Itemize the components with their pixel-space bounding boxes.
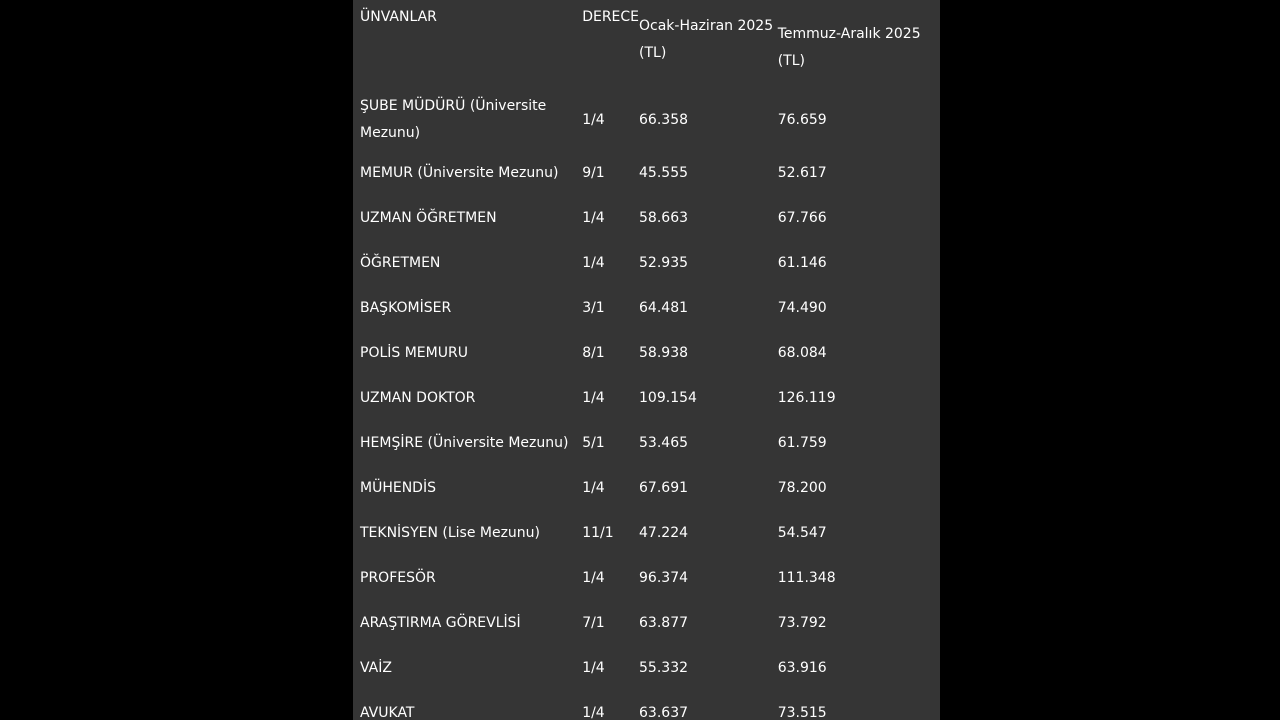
cell-first-half: 58.938 xyxy=(639,345,689,361)
cell-first-half: 52.935 xyxy=(639,255,689,271)
cell-grade: 1/4 xyxy=(582,111,605,128)
cell-second-half: 73.792 xyxy=(777,615,827,631)
cell-first-half: 66.358 xyxy=(639,111,689,128)
cell-first-half: 53.465 xyxy=(639,435,689,451)
cell-title: ÖĞRETMEN xyxy=(360,255,441,271)
cell-second-half: 61.759 xyxy=(777,435,827,451)
header-titles: ÜNVANLAR xyxy=(360,9,437,25)
cell-title: PROFESÖR xyxy=(360,570,436,586)
cell-first-half: 109.154 xyxy=(639,390,697,406)
cell-grade: 1/4 xyxy=(582,210,605,226)
cell-title: POLİS MEMURU xyxy=(360,345,468,361)
cell-first-half: 55.332 xyxy=(639,660,689,676)
cell-second-half: 73.515 xyxy=(777,705,827,720)
cell-first-half: 96.374 xyxy=(639,570,689,586)
table-row xyxy=(360,511,940,556)
table-row xyxy=(360,376,940,421)
cell-second-half: 76.659 xyxy=(777,111,827,128)
cell-title: UZMAN DOKTOR xyxy=(360,390,476,406)
table-row xyxy=(360,556,940,601)
cell-title: TEKNİSYEN (Lise Mezunu) xyxy=(360,525,541,541)
cell-title: MÜHENDİS xyxy=(360,480,436,496)
cell-grade: 1/4 xyxy=(582,570,605,586)
table-row xyxy=(360,646,940,691)
cell-second-half: 68.084 xyxy=(777,345,827,361)
table-row xyxy=(360,691,940,720)
table-row xyxy=(360,196,940,241)
cell-first-half: 64.481 xyxy=(639,300,689,316)
cell-second-half: 74.490 xyxy=(777,300,827,316)
cell-grade: 8/1 xyxy=(582,345,605,361)
cell-title: AVUKAT xyxy=(360,705,415,720)
cell-second-half: 52.617 xyxy=(777,165,827,181)
cell-second-half: 67.766 xyxy=(777,210,827,226)
table-header-row xyxy=(360,0,940,89)
table-row xyxy=(360,601,940,646)
table-row xyxy=(360,421,940,466)
cell-title: UZMAN ÖĞRETMEN xyxy=(360,210,497,226)
content-panel xyxy=(353,0,940,720)
cell-grade: 1/4 xyxy=(582,390,605,406)
cell-grade: 1/4 xyxy=(582,705,605,720)
table-row xyxy=(360,286,940,331)
table-row xyxy=(360,241,940,286)
cell-grade: 1/4 xyxy=(582,660,605,676)
cell-title: MEMUR (Üniversite Mezunu) xyxy=(360,165,559,181)
cell-grade: 11/1 xyxy=(582,525,614,541)
cell-title: ŞUBE MÜDÜRÜ (Üniversite Mezunu) xyxy=(360,98,547,141)
cell-second-half: 126.119 xyxy=(777,390,836,406)
cell-first-half: 63.877 xyxy=(639,615,689,631)
cell-grade: 9/1 xyxy=(582,165,605,181)
cell-first-half: 63.637 xyxy=(639,705,689,720)
table-row xyxy=(360,89,940,151)
cell-grade: 1/4 xyxy=(582,480,605,496)
cell-second-half: 61.146 xyxy=(777,255,827,271)
cell-second-half: 111.348 xyxy=(777,570,836,586)
cell-first-half: 67.691 xyxy=(639,480,689,496)
cell-first-half: 58.663 xyxy=(639,210,689,226)
cell-grade: 5/1 xyxy=(582,435,605,451)
salary-table xyxy=(360,0,940,720)
cell-second-half: 63.916 xyxy=(777,660,827,676)
cell-second-half: 78.200 xyxy=(777,480,827,496)
cell-grade: 3/1 xyxy=(582,300,605,316)
cell-first-half: 45.555 xyxy=(639,165,689,181)
header-first-half: Ocak-Haziran 2025 (TL) xyxy=(639,18,774,61)
header-second-half: Temmuz-Aralık 2025 (TL) xyxy=(777,26,921,69)
cell-grade: 1/4 xyxy=(582,255,605,271)
cell-grade: 7/1 xyxy=(582,615,605,631)
cell-title: ARAŞTIRMA GÖREVLİSİ xyxy=(360,615,521,631)
table-row xyxy=(360,331,940,376)
header-grade: DERECE xyxy=(582,9,640,25)
cell-title: BAŞKOMİSER xyxy=(360,300,452,316)
cell-title: HEMŞİRE (Üniversite Mezunu) xyxy=(360,435,569,451)
cell-first-half: 47.224 xyxy=(639,525,689,541)
table-row xyxy=(360,151,940,196)
cell-second-half: 54.547 xyxy=(777,525,827,541)
table-row xyxy=(360,466,940,511)
cell-title: VAİZ xyxy=(360,660,392,676)
